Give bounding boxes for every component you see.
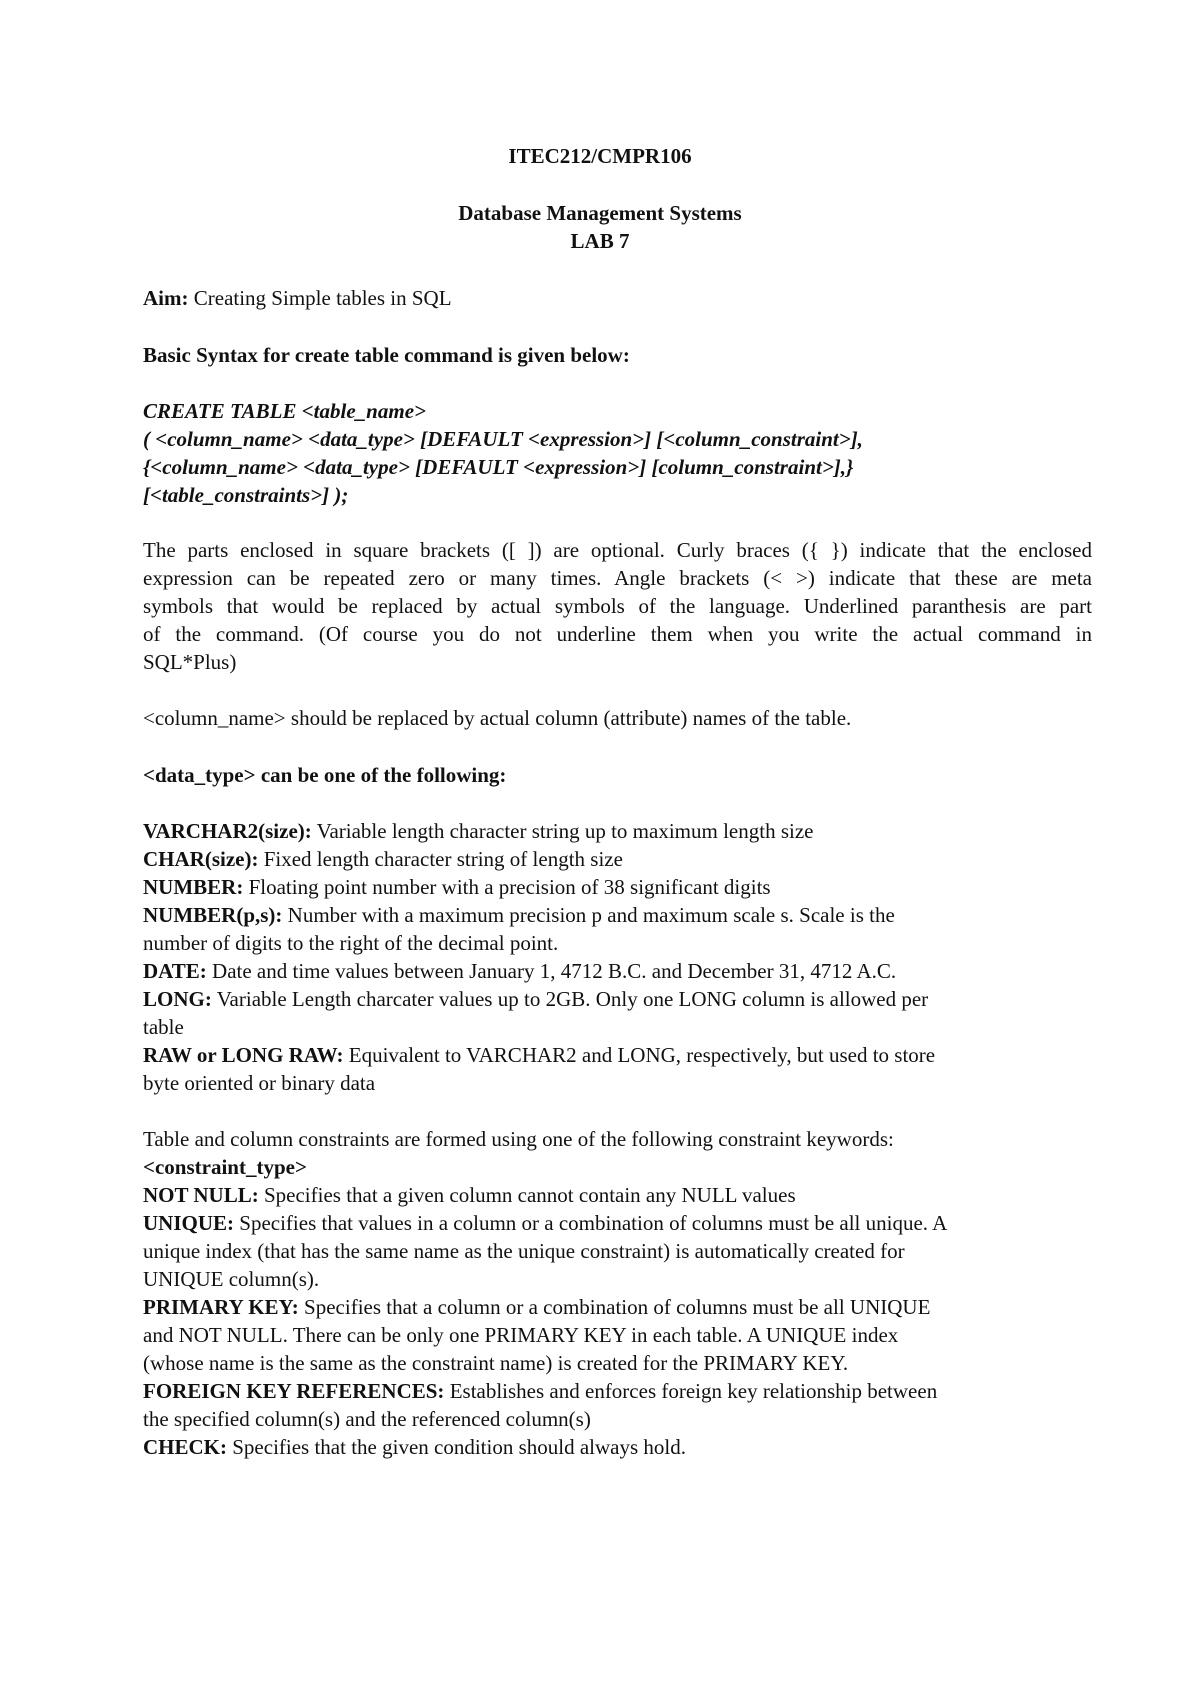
data-type-term: RAW or LONG RAW: [143, 1043, 344, 1067]
data-type-term: NUMBER(p,s): [143, 903, 283, 927]
lab-number: LAB 7 [570, 229, 630, 253]
aim-label: Aim: [143, 286, 189, 310]
subject-title: Database Management Systems [458, 201, 742, 225]
data-type-desc: Variable length character string up to maximum length size [311, 819, 814, 843]
data-type-term: VARCHAR2(size): [143, 819, 312, 843]
constraint-item [143, 1377, 937, 1405]
constraint-desc: Specifies that a given column cannot contain any NULL values [258, 1183, 796, 1207]
data-type-term: LONG: [143, 987, 212, 1011]
data-type-item [143, 985, 928, 1013]
data-type-desc: Date and time values between January 1, 4712 B.C. and December 31, 4712 A.C. [206, 959, 897, 983]
constraint-term: CHECK: [143, 1435, 227, 1459]
data-type-term: DATE: [143, 959, 207, 983]
data-type-desc: Fixed length character string of length size [258, 847, 623, 871]
data-type-item [143, 817, 813, 845]
constraint-item [143, 1209, 947, 1237]
constraints-intro: Table and column constraints are formed using one of the following constraint keywords: [143, 1127, 894, 1151]
explanation-line: The parts enclosed in square brackets ([ ]) are optional. Curly braces ({ }) indicate that the enclosed [143, 538, 1092, 562]
data-type-desc: Floating point number with a precision of 38 significant digits [243, 875, 771, 899]
constraint-term: FOREIGN KEY REFERENCES: [143, 1379, 445, 1403]
constraint-item [143, 1181, 796, 1209]
explanation-line: symbols that would be replaced by actual symbols of the language. Underlined paranthesis are part [143, 594, 1092, 618]
data-type-term: CHAR(size): [143, 847, 259, 871]
data-type-item [143, 901, 895, 929]
constraint-type-heading: <constraint_type> [143, 1155, 307, 1179]
explanation-line: SQL*Plus) [143, 650, 237, 674]
syntax-line: {<column_name> <data_type> [DEFAULT <expression>] [column_constraint>],} [143, 455, 854, 479]
data-type-desc: Equivalent to VARCHAR2 and LONG, respectively, but used to store [343, 1043, 936, 1067]
data-type-desc: Variable Length charcater values up to 2GB. Only one LONG column is allowed per [211, 987, 929, 1011]
explanation-line: of the command. (Of course you do not underline them when you write the actual command in [143, 622, 1092, 646]
syntax-line: ( <column_name> <data_type> [DEFAULT <expression>] [<column_constraint>], [143, 427, 863, 451]
data-type-desc: Number with a maximum precision p and maximum scale s. Scale is the [282, 903, 895, 927]
syntax-line: [<table_constraints>] ); [143, 483, 349, 507]
data-type-continuation: number of digits to the right of the decimal point. [143, 931, 559, 955]
explanation-line: expression can be repeated zero or many times. Angle brackets (< >) indicate that these are meta [143, 566, 1092, 590]
constraint-continuation: unique index (that has the same name as the unique constraint) is automatically created for [143, 1239, 905, 1263]
constraint-continuation: the specified column(s) and the referenced column(s) [143, 1407, 591, 1431]
constraint-term: UNIQUE: [143, 1211, 235, 1235]
constraint-item [143, 1433, 686, 1461]
constraint-desc: Specifies that the given condition should always hold. [227, 1435, 687, 1459]
data-type-item [143, 1041, 935, 1069]
data-type-continuation: table [143, 1015, 184, 1039]
data-type-term: NUMBER: [143, 875, 244, 899]
constraint-desc: Specifies that values in a column or a combination of columns must be all unique. A [234, 1211, 948, 1235]
data-type-item [143, 845, 623, 873]
aim-line [143, 284, 452, 312]
course-code: ITEC212/CMPR106 [508, 144, 692, 168]
constraint-term: PRIMARY KEY: [143, 1295, 299, 1319]
syntax-heading: Basic Syntax for create table command is given below: [143, 343, 630, 367]
constraint-continuation: UNIQUE column(s). [143, 1267, 320, 1291]
aim-text: Creating Simple tables in SQL [188, 286, 452, 310]
data-type-continuation: byte oriented or binary data [143, 1071, 376, 1095]
constraint-term: NOT NULL: [143, 1183, 259, 1207]
data-type-item [143, 873, 771, 901]
column-name-note: <column_name> should be replaced by actual column (attribute) names of the table. [143, 706, 852, 730]
constraint-continuation: and NOT NULL. There can be only one PRIMARY KEY in each table. A UNIQUE index [143, 1323, 899, 1347]
constraint-desc: Specifies that a column or a combination of columns must be all UNIQUE [298, 1295, 931, 1319]
constraint-continuation: (whose name is the same as the constraint name) is created for the PRIMARY KEY. [143, 1351, 849, 1375]
constraint-desc: Establishes and enforces foreign key relationship between [444, 1379, 938, 1403]
data-type-heading: <data_type> can be one of the following: [143, 763, 507, 787]
data-type-item [143, 957, 896, 985]
constraint-item [143, 1293, 930, 1321]
syntax-line: CREATE TABLE <table_name> [143, 399, 426, 423]
